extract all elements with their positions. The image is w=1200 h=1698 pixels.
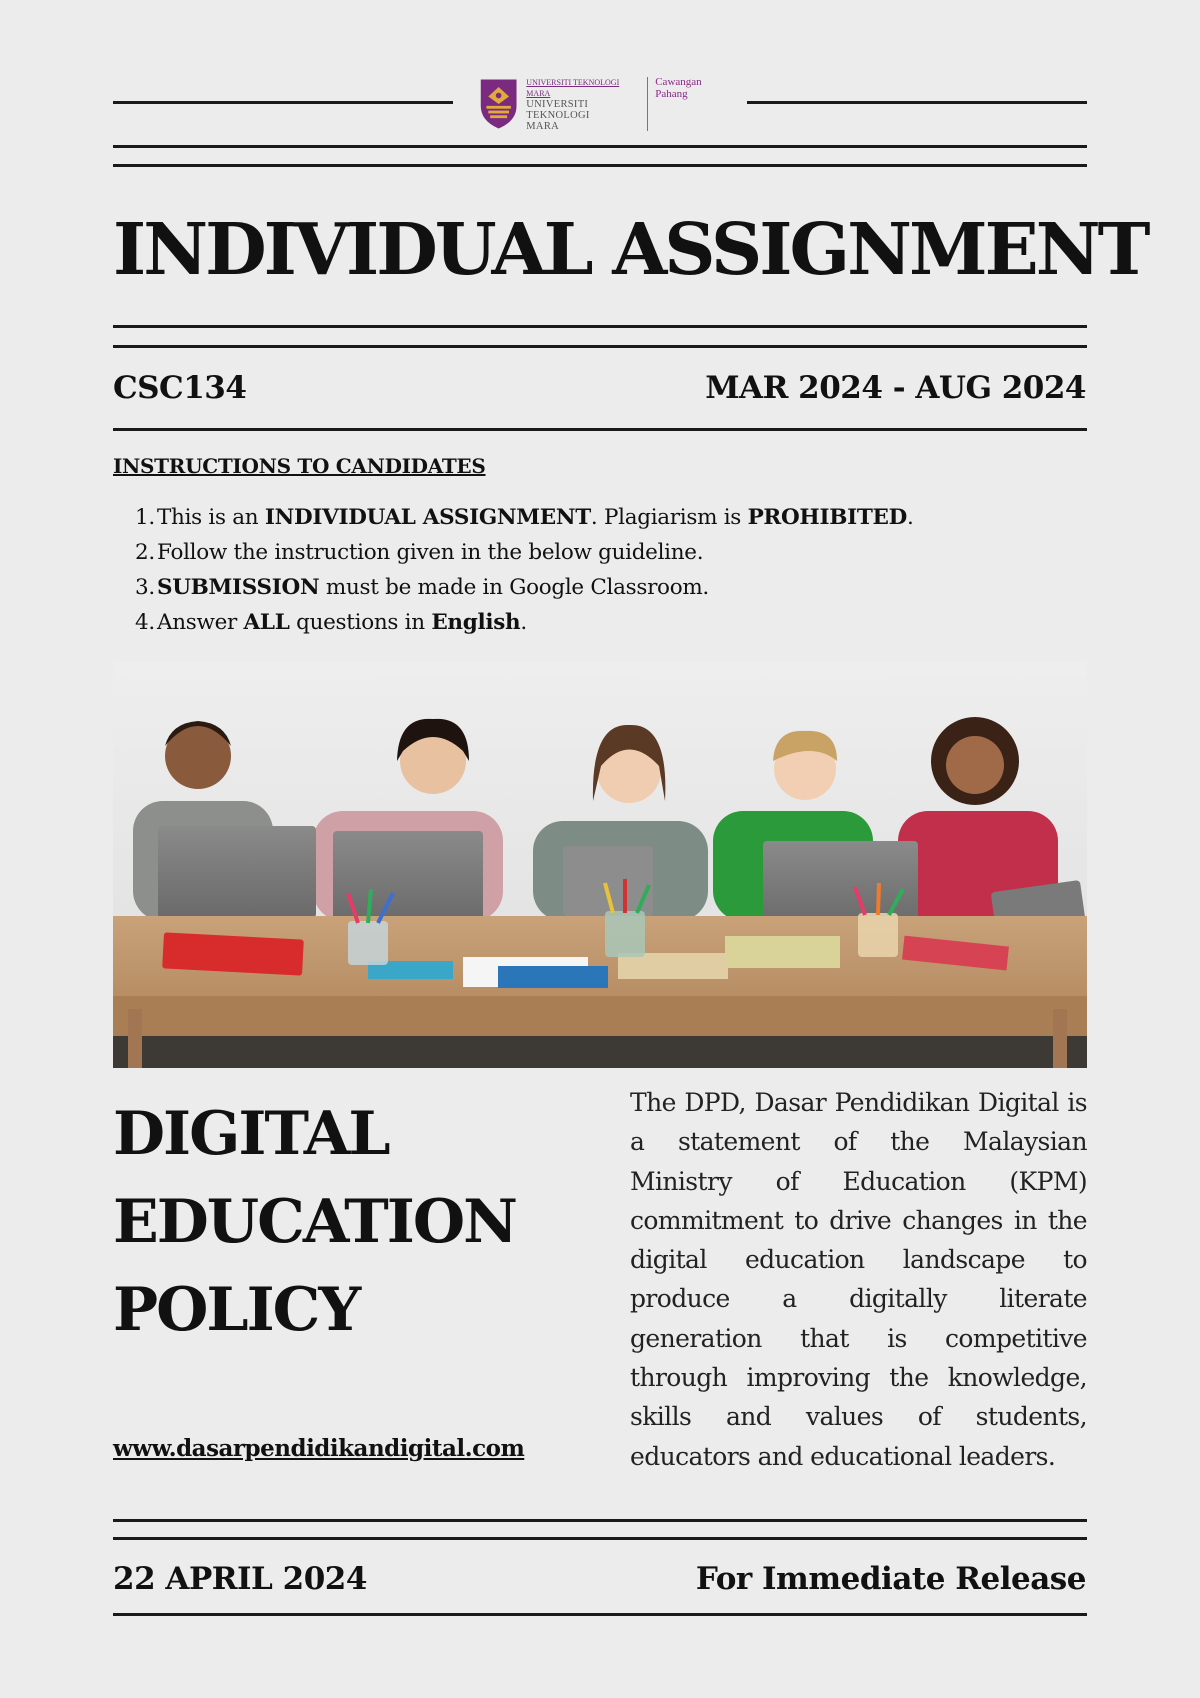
instruction-text: . — [520, 610, 527, 635]
course-code: CSC134 — [113, 370, 247, 406]
footer-top-rule-1 — [113, 1519, 1087, 1522]
release-date: 22 APRIL 2024 — [113, 1561, 367, 1597]
instruction-number: 3. — [135, 575, 155, 600]
university-logo — [477, 74, 732, 134]
policy-title-line-2: EDUCATION — [113, 1187, 516, 1257]
instruction-item — [135, 500, 1035, 535]
laptop-1 — [158, 826, 316, 918]
uitm-crest-icon — [477, 76, 520, 132]
instruction-text: questions in — [289, 610, 432, 635]
instruction-emphasis: INDIVIDUAL ASSIGNMENT — [264, 505, 591, 530]
university-name-line-2: TEKNOLOGI — [526, 109, 590, 121]
policy-description: The DPD, Dasar Pendidikan Digital is a statement of the Malaysian Ministry of Education (KPM) commitment to drive changes in the digital education landscape to produce a digitally literate generation that is competitive through improving the knowledge, skills and values of students, educators and educational leaders. — [630, 1088, 1087, 1471]
title-bottom-rule-2 — [113, 345, 1087, 348]
title-bottom-rule-1 — [113, 325, 1087, 328]
instructions-list — [135, 500, 1035, 640]
policy-title-line-3: POLICY — [113, 1275, 360, 1345]
page-title: INDIVIDUAL ASSIGNMENT — [113, 207, 1148, 291]
title-top-rule-2 — [113, 164, 1087, 167]
instruction-item — [135, 605, 1035, 640]
title-top-rule-1 — [113, 145, 1087, 148]
classroom-illustration — [113, 661, 1087, 1068]
campus-name: Cawangan Pahang — [655, 76, 702, 100]
release-note: For Immediate Release — [695, 1561, 1086, 1597]
instruction-emphasis: ALL — [243, 610, 290, 635]
university-name-line-3: MARA — [526, 120, 560, 132]
semester: MAR 2024 - AUG 2024 — [705, 370, 1086, 406]
instruction-number: 1. — [135, 505, 155, 530]
footer-top-rule-2 — [113, 1537, 1087, 1540]
instruction-text: Follow the instruction given in the below guideline. — [157, 540, 704, 565]
red-notebook — [162, 932, 304, 975]
policy-title — [113, 1090, 573, 1354]
instruction-number: 2. — [135, 540, 155, 565]
instruction-text: . Plagiarism is — [590, 505, 748, 530]
instructions-heading: INSTRUCTIONS TO CANDIDATES — [113, 454, 486, 478]
instruction-text: This is an — [157, 505, 265, 530]
students-with-laptops-photo — [113, 661, 1087, 1068]
header-rule-left — [113, 101, 453, 104]
instruction-number: 4. — [135, 610, 155, 635]
course-rule — [113, 428, 1087, 431]
instruction-text: must be made in Google Classroom. — [319, 575, 709, 600]
instruction-item — [135, 570, 1035, 605]
logo-divider — [647, 77, 648, 131]
instruction-emphasis: English — [431, 610, 521, 635]
instruction-item — [135, 535, 1035, 570]
yellow-notebook — [725, 936, 840, 968]
pencil-cup-1 — [348, 921, 388, 965]
instruction-text: . — [906, 505, 914, 530]
instruction-emphasis: PROHIBITED — [747, 505, 907, 530]
instruction-emphasis: SUBMISSION — [157, 575, 320, 600]
header-rule-right — [747, 101, 1087, 104]
pencil-cup-3 — [858, 913, 898, 957]
policy-title-line-1: DIGITAL — [113, 1099, 389, 1169]
footer-bottom-rule — [113, 1613, 1087, 1616]
website-link[interactable]: www.dasarpendidikandigital.com — [113, 1435, 525, 1462]
navy-notebook — [498, 966, 608, 988]
pencil-cup-2 — [605, 911, 645, 957]
university-name-line-1: UNIVERSITI — [526, 98, 589, 110]
university-name-top: UNIVERSITI TEKNOLOGI MARA — [526, 77, 620, 98]
university-name — [526, 77, 638, 132]
instruction-text: Answer — [157, 610, 244, 635]
